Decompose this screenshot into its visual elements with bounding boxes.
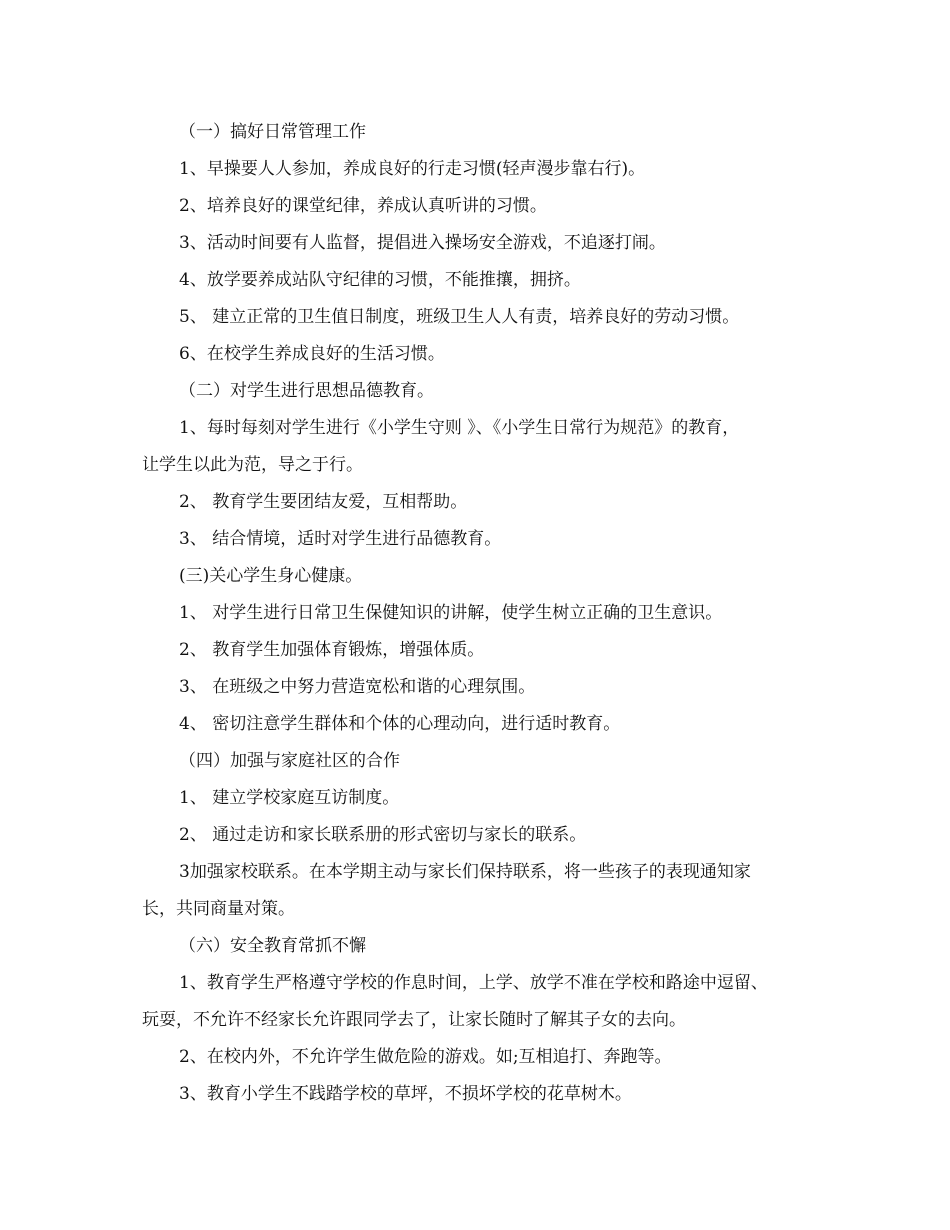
paragraph-line: 4、放学要养成站队守纪律的习惯，不能推攘，拥挤。 [179, 270, 581, 290]
paragraph-line: 4、 密切注意学生群体和个体的心理动向，进行适时教育。 [179, 714, 621, 734]
paragraph-line: 3、 结合情境，适时对学生进行品德教育。 [179, 529, 502, 549]
paragraph-line: 2、 通过走访和家长联系册的形式密切与家长的联系。 [179, 825, 587, 845]
paragraph-line: 1、教育学生严格遵守学校的作息时间，上学、放学不准在学校和路途中逗留、 [179, 973, 768, 993]
paragraph-line: 2、 教育学生要团结友爱，互相帮助。 [179, 492, 468, 512]
paragraph-continuation: 长，共同商量对策。 [142, 899, 295, 919]
paragraph-continuation: 让学生以此为范，导之于行。 [142, 455, 363, 475]
section-heading-3: (三)关心学生身心健康。 [179, 566, 363, 586]
paragraph-line: 3、教育小学生不践踏学校的草坪，不损坏学校的花草树木。 [179, 1084, 632, 1104]
paragraph-line: 1、 对学生进行日常卫生保健知识的讲解，使学生树立正确的卫生意识。 [179, 603, 723, 623]
paragraph-line: 1、早操要人人参加，养成良好的行走习惯(轻声漫步靠右行)。 [179, 159, 646, 179]
section-heading-1: （一）搞好日常管理工作 [179, 122, 366, 142]
section-heading-2: （二）对学生进行思想品德教育。 [179, 381, 434, 401]
paragraph-line: 3加强家校联系。在本学期主动与家长们保持联系，将一些孩子的表现通知家 [179, 862, 751, 882]
paragraph-continuation: 玩耍，不允许不经家长允许跟同学去了，让家长随时了解其子女的去向。 [142, 1010, 686, 1030]
paragraph-line: 5、 建立正常的卫生值日制度，班级卫生人人有责，培养良好的劳动习惯。 [179, 307, 740, 327]
paragraph-line: 2、 教育学生加强体育锻炼，增强体质。 [179, 640, 485, 660]
paragraph-line: 2、培养良好的课堂纪律，养成认真听讲的习惯。 [179, 196, 547, 216]
paragraph-line: 1、每时每刻对学生进行《小学生守则 》、《小学生日常行为规范》的教育， [179, 418, 740, 438]
section-heading-6: （六）安全教育常抓不懈 [179, 936, 366, 956]
paragraph-line: 6、在校学生养成良好的生活习惯。 [179, 344, 445, 364]
paragraph-line: 3、活动时间要有人监督，提倡进入操场安全游戏，不追逐打闹。 [179, 233, 666, 253]
document-body [142, 114, 822, 1113]
section-heading-4: （四）加强与家庭社区的合作 [179, 751, 400, 771]
paragraph-line: 3、 在班级之中努力营造宽松和谐的心理氛围。 [179, 677, 536, 697]
paragraph-line: 1、 建立学校家庭互访制度。 [179, 788, 400, 808]
paragraph-line: 2、在校内外，不允许学生做危险的游戏。如;互相追打、奔跑等。 [179, 1047, 672, 1067]
